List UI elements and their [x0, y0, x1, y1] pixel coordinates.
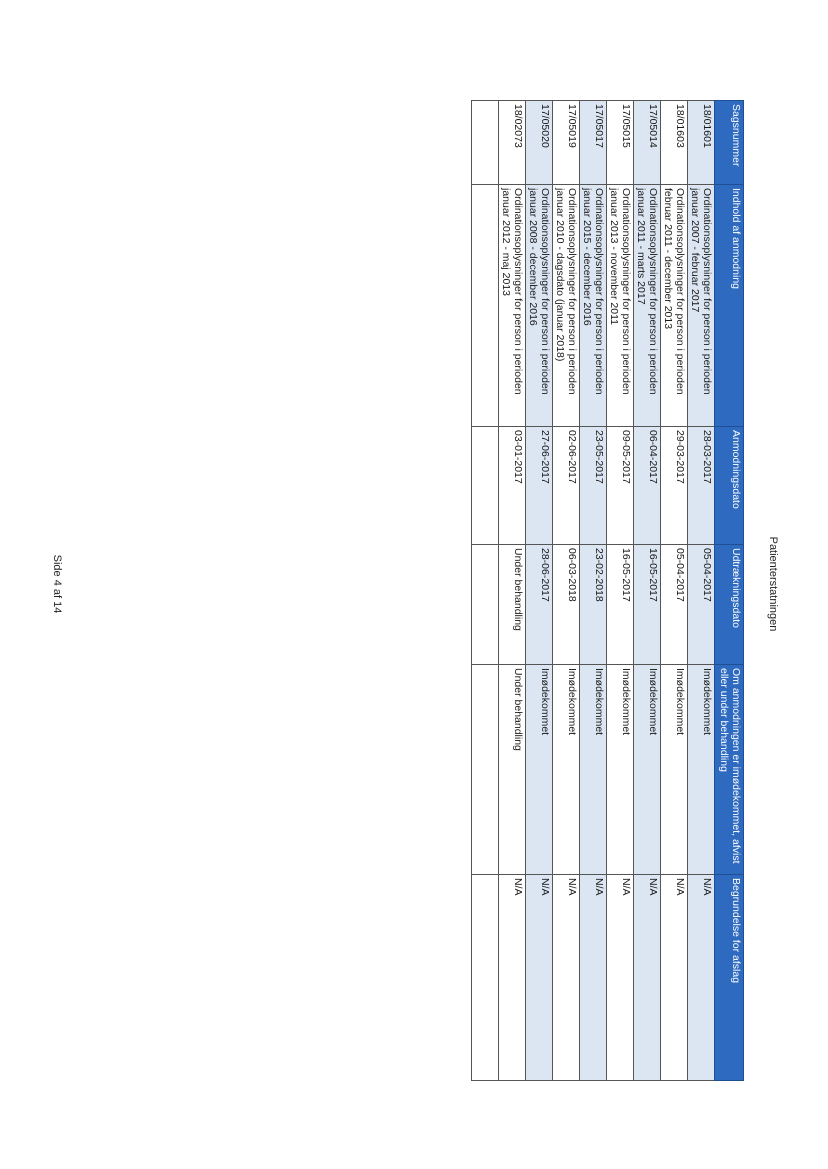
- table-row: [526, 101, 553, 1081]
- cell-extract-date: 06-03-2018: [553, 545, 580, 665]
- content-line-1: Ordinationsoplysninger for person i perioden: [620, 188, 632, 395]
- cell-request-date: 09-05-2017: [607, 427, 634, 545]
- content-line-2: januar 2007 - februar 2017: [689, 188, 701, 313]
- cell-extract-date: 28-06-2017: [526, 545, 553, 665]
- cell-case-number: 18/01603: [661, 101, 688, 185]
- cell-status: Under behandling: [499, 665, 526, 875]
- col-header-status: Om anmodningen er imødekommet, afvist eller under behandling: [715, 665, 744, 875]
- cell-extract-date: 05-04-2017: [688, 545, 715, 665]
- cell-content: [499, 185, 526, 427]
- table-row-empty: [472, 101, 499, 1081]
- page-number: Side 4 af 14: [51, 554, 63, 614]
- table-row: [661, 101, 688, 1081]
- cell-request-date: 06-04-2017: [634, 427, 661, 545]
- cell-case-number: 17/05020: [526, 101, 553, 185]
- cell-content: [580, 185, 607, 427]
- content-line-2: februar 2011 - december 2013: [662, 188, 674, 330]
- cell-extract-date: 23-02-2018: [580, 545, 607, 665]
- table-row: [499, 101, 526, 1081]
- cell-request-date: 28-03-2017: [688, 427, 715, 545]
- content-line-1: Ordinationsoplysninger for person i perioden: [539, 188, 551, 395]
- content-line-1: Ordinationsoplysninger for person i perioden: [512, 188, 524, 395]
- cell-content: [526, 185, 553, 427]
- cell-reason: N/A: [688, 875, 715, 1081]
- cell-content: [553, 185, 580, 427]
- table-rotated: [408, 100, 744, 1080]
- cell-empty: [472, 665, 499, 875]
- table-header-row: [715, 101, 744, 1081]
- content-line-2: januar 2010 - dagsdato (januar 2018): [554, 188, 566, 362]
- cell-case-number: 17/05014: [634, 101, 661, 185]
- content-line-1: Ordinationsoplysninger for person i perioden: [647, 188, 659, 395]
- cell-reason: N/A: [607, 875, 634, 1081]
- cell-status: Imødekommet: [580, 665, 607, 875]
- cell-status: Imødekommet: [688, 665, 715, 875]
- cell-request-date: 23-05-2017: [580, 427, 607, 545]
- cell-empty: [472, 101, 499, 185]
- table-row: [607, 101, 634, 1081]
- col-header-reason: Begrundelse for afslag: [715, 875, 744, 1081]
- col-header-content: Indhold af anmodning: [715, 185, 744, 427]
- cell-case-number: 17/05015: [607, 101, 634, 185]
- col-header-case-number: Sagsnummer: [715, 101, 744, 185]
- col-header-request-date: Anmodningsdato: [715, 427, 744, 545]
- cell-reason: N/A: [661, 875, 688, 1081]
- content-line-2: januar 2008 - december 2016: [527, 188, 539, 326]
- cell-case-number: 17/05019: [553, 101, 580, 185]
- requests-table: [471, 100, 744, 1081]
- cell-request-date: 27-06-2017: [526, 427, 553, 545]
- content-line-2: januar 2013 - november 2011: [608, 188, 620, 325]
- cell-status: Imødekommet: [661, 665, 688, 875]
- cell-status: Imødekommet: [607, 665, 634, 875]
- cell-case-number: 17/05017: [580, 101, 607, 185]
- cell-request-date: 03-01-2017: [499, 427, 526, 545]
- cell-content: [634, 185, 661, 427]
- content-line-1: Ordinationsoplysninger for person i perioden: [593, 188, 605, 395]
- cell-case-number: 18/02073: [499, 101, 526, 185]
- table-row: [634, 101, 661, 1081]
- cell-status: Imødekommet: [634, 665, 661, 875]
- cell-empty: [472, 427, 499, 545]
- cell-request-date: 02-06-2017: [553, 427, 580, 545]
- cell-extract-date: 05-04-2017: [661, 545, 688, 665]
- content-line-2: januar 2015 - december 2016: [581, 188, 593, 326]
- content-line-1: Ordinationsoplysninger for person i perioden: [701, 188, 713, 395]
- cell-request-date: 29-03-2017: [661, 427, 688, 545]
- cell-empty: [472, 545, 499, 665]
- cell-content: [607, 185, 634, 427]
- cell-reason: N/A: [580, 875, 607, 1081]
- content-line-1: Ordinationsoplysninger for person i perioden: [566, 188, 578, 395]
- cell-reason: N/A: [526, 875, 553, 1081]
- cell-content: [661, 185, 688, 427]
- content-line-2: januar 2012 - maj 2013: [500, 188, 512, 296]
- cell-content: [688, 185, 715, 427]
- table-row: [553, 101, 580, 1081]
- cell-reason: N/A: [634, 875, 661, 1081]
- table-row: [580, 101, 607, 1081]
- cell-case-number: 18/01601: [688, 101, 715, 185]
- header-title: Patienterstatningen: [767, 536, 779, 632]
- content-line-1: Ordinationsoplysninger for person i perioden: [674, 188, 686, 395]
- table-body: [472, 101, 715, 1081]
- cell-reason: N/A: [499, 875, 526, 1081]
- cell-extract-date: 16-05-2017: [607, 545, 634, 665]
- col-header-extract-date: Udtrækningsdato: [715, 545, 744, 665]
- table-row: [688, 101, 715, 1081]
- content-line-2: januar 2011 - marts 2017: [635, 188, 647, 305]
- cell-empty: [472, 185, 499, 427]
- table-container: [408, 100, 744, 1080]
- cell-reason: N/A: [553, 875, 580, 1081]
- cell-status: Imødekommet: [526, 665, 553, 875]
- cell-empty: [472, 875, 499, 1081]
- cell-extract-date: 16-05-2017: [634, 545, 661, 665]
- cell-extract-date: Under behandling: [499, 545, 526, 665]
- cell-status: Imødekommet: [553, 665, 580, 875]
